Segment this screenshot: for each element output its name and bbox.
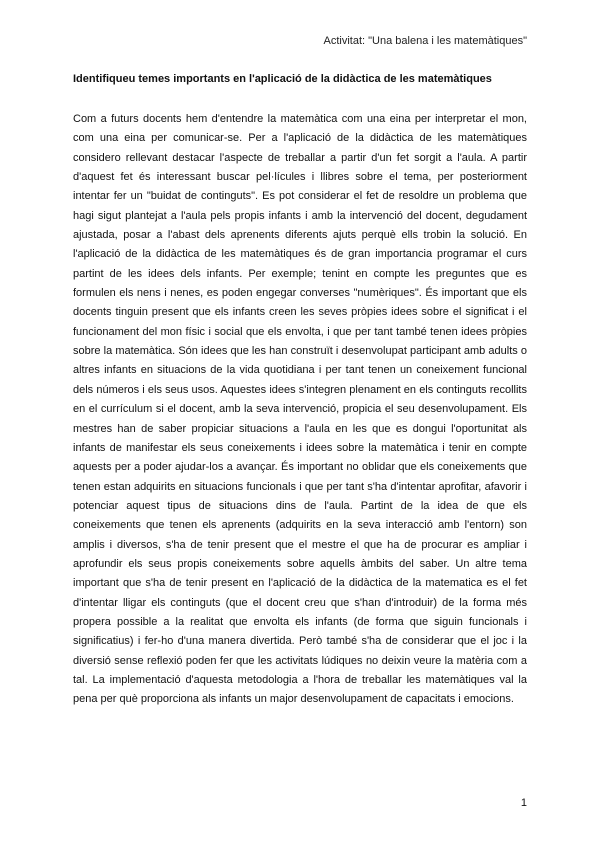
page-number: 1 — [520, 797, 527, 809]
body-paragraph: Com a futurs docents hem d'entendre la matemàtica com una eina per interpretar el mon, com una eina per comunicar-se. Per a l'aplicació de la didàctica de les matemàtiques considero rellevant destacar l'aspecte de treballar a partir d'un fet sorgit a l'aula. A partir d'aquest fet és interessant buscar pel·lícules i llibres sobre el tema, per posteriorment intentar fer un "buidat de continguts". Es pot considerar el fet de resoldre un problema que hagi sigut plantejat a l'aula pels propis infants i amb la intervenció del docent, degudament ajustada, posar a l'abast dels aprenents diferents ajuts perquè ells trobin la solució. En l'aplicació de la didàctica de les matemàtiques és de gran importancia programar el curs partint de les idees dels infants. Per exemple; tenint en compte les preguntes que es formulen els nens i nenes, es poden engegar converses "numèriques". És important que els docents tinguin present que els infants creen les seves pròpies idees sobre el significat i el funcionament del mon físic i social que els envolta, i que per tant també tenen idees pròpies sobre la matemàtica. Són idees que les han construït i desenvolupat participant amb adults o altres infants en situacions de la vida quotidiana i per tant tenen un coneixement funcional dels números i els seus usos. Aquestes idees s'integren plenament en els continguts recollits en el currículum si el docent, amb la seva intervenció, propicia el seu desenvolupament. Els mestres han de saber propiciar situacions a l'aula en les que es dongui l'oportunitat als infants de manifestar els seus coneixements i idees sobre la matemàtica i tenir en compte aquests per a poder ajudar-los a avançar. És important no oblidar que els coneixements que tenen estan adquirits en situacions funcionals i que per tant s'ha d'intentar aprofitar, afavorir i potenciar aquest tipus de situacions dins de l'aula. Partint de la idea de que els coneixements que tenen els aprenents (adquirits en la seva interacció amb l'entorn) son amplis i diversos, s'ha de tenir present que el mestre el que ha de procurar es ampliar i aprofundir els seus propis coneixements sobre aquells àmbits del saber. Un altre tema important que s'ha de tenir present en l'aplicació de la didàctica de la matematica es el fet d'intentar lligar els continguts (que el docent creu que s'han d'introduir) de la forma més propera possible a la realitat que envolta els infants (de forma que siguin funcionals i significatius) i fer-ho d'una manera divertida. Però també s'ha de considerar que el joc i la diversió sense reflexió poden fer que les activitats lúdiques no deixin veure la matèria com a tal. La implementació d'aquesta metodologia a l'hora de treballar les matemàtiques val la pena per què proporciona als infants un major desenvolupament de capacitats i emocions. — [73, 113, 527, 706]
section-heading: Identifiqueu temes importants en l'aplicació de la didàctica de les matemàtiques — [73, 73, 492, 85]
body-text — [73, 110, 527, 710]
running-header: Activitat: "Una balena i les matemàtiques" — [323, 35, 527, 47]
